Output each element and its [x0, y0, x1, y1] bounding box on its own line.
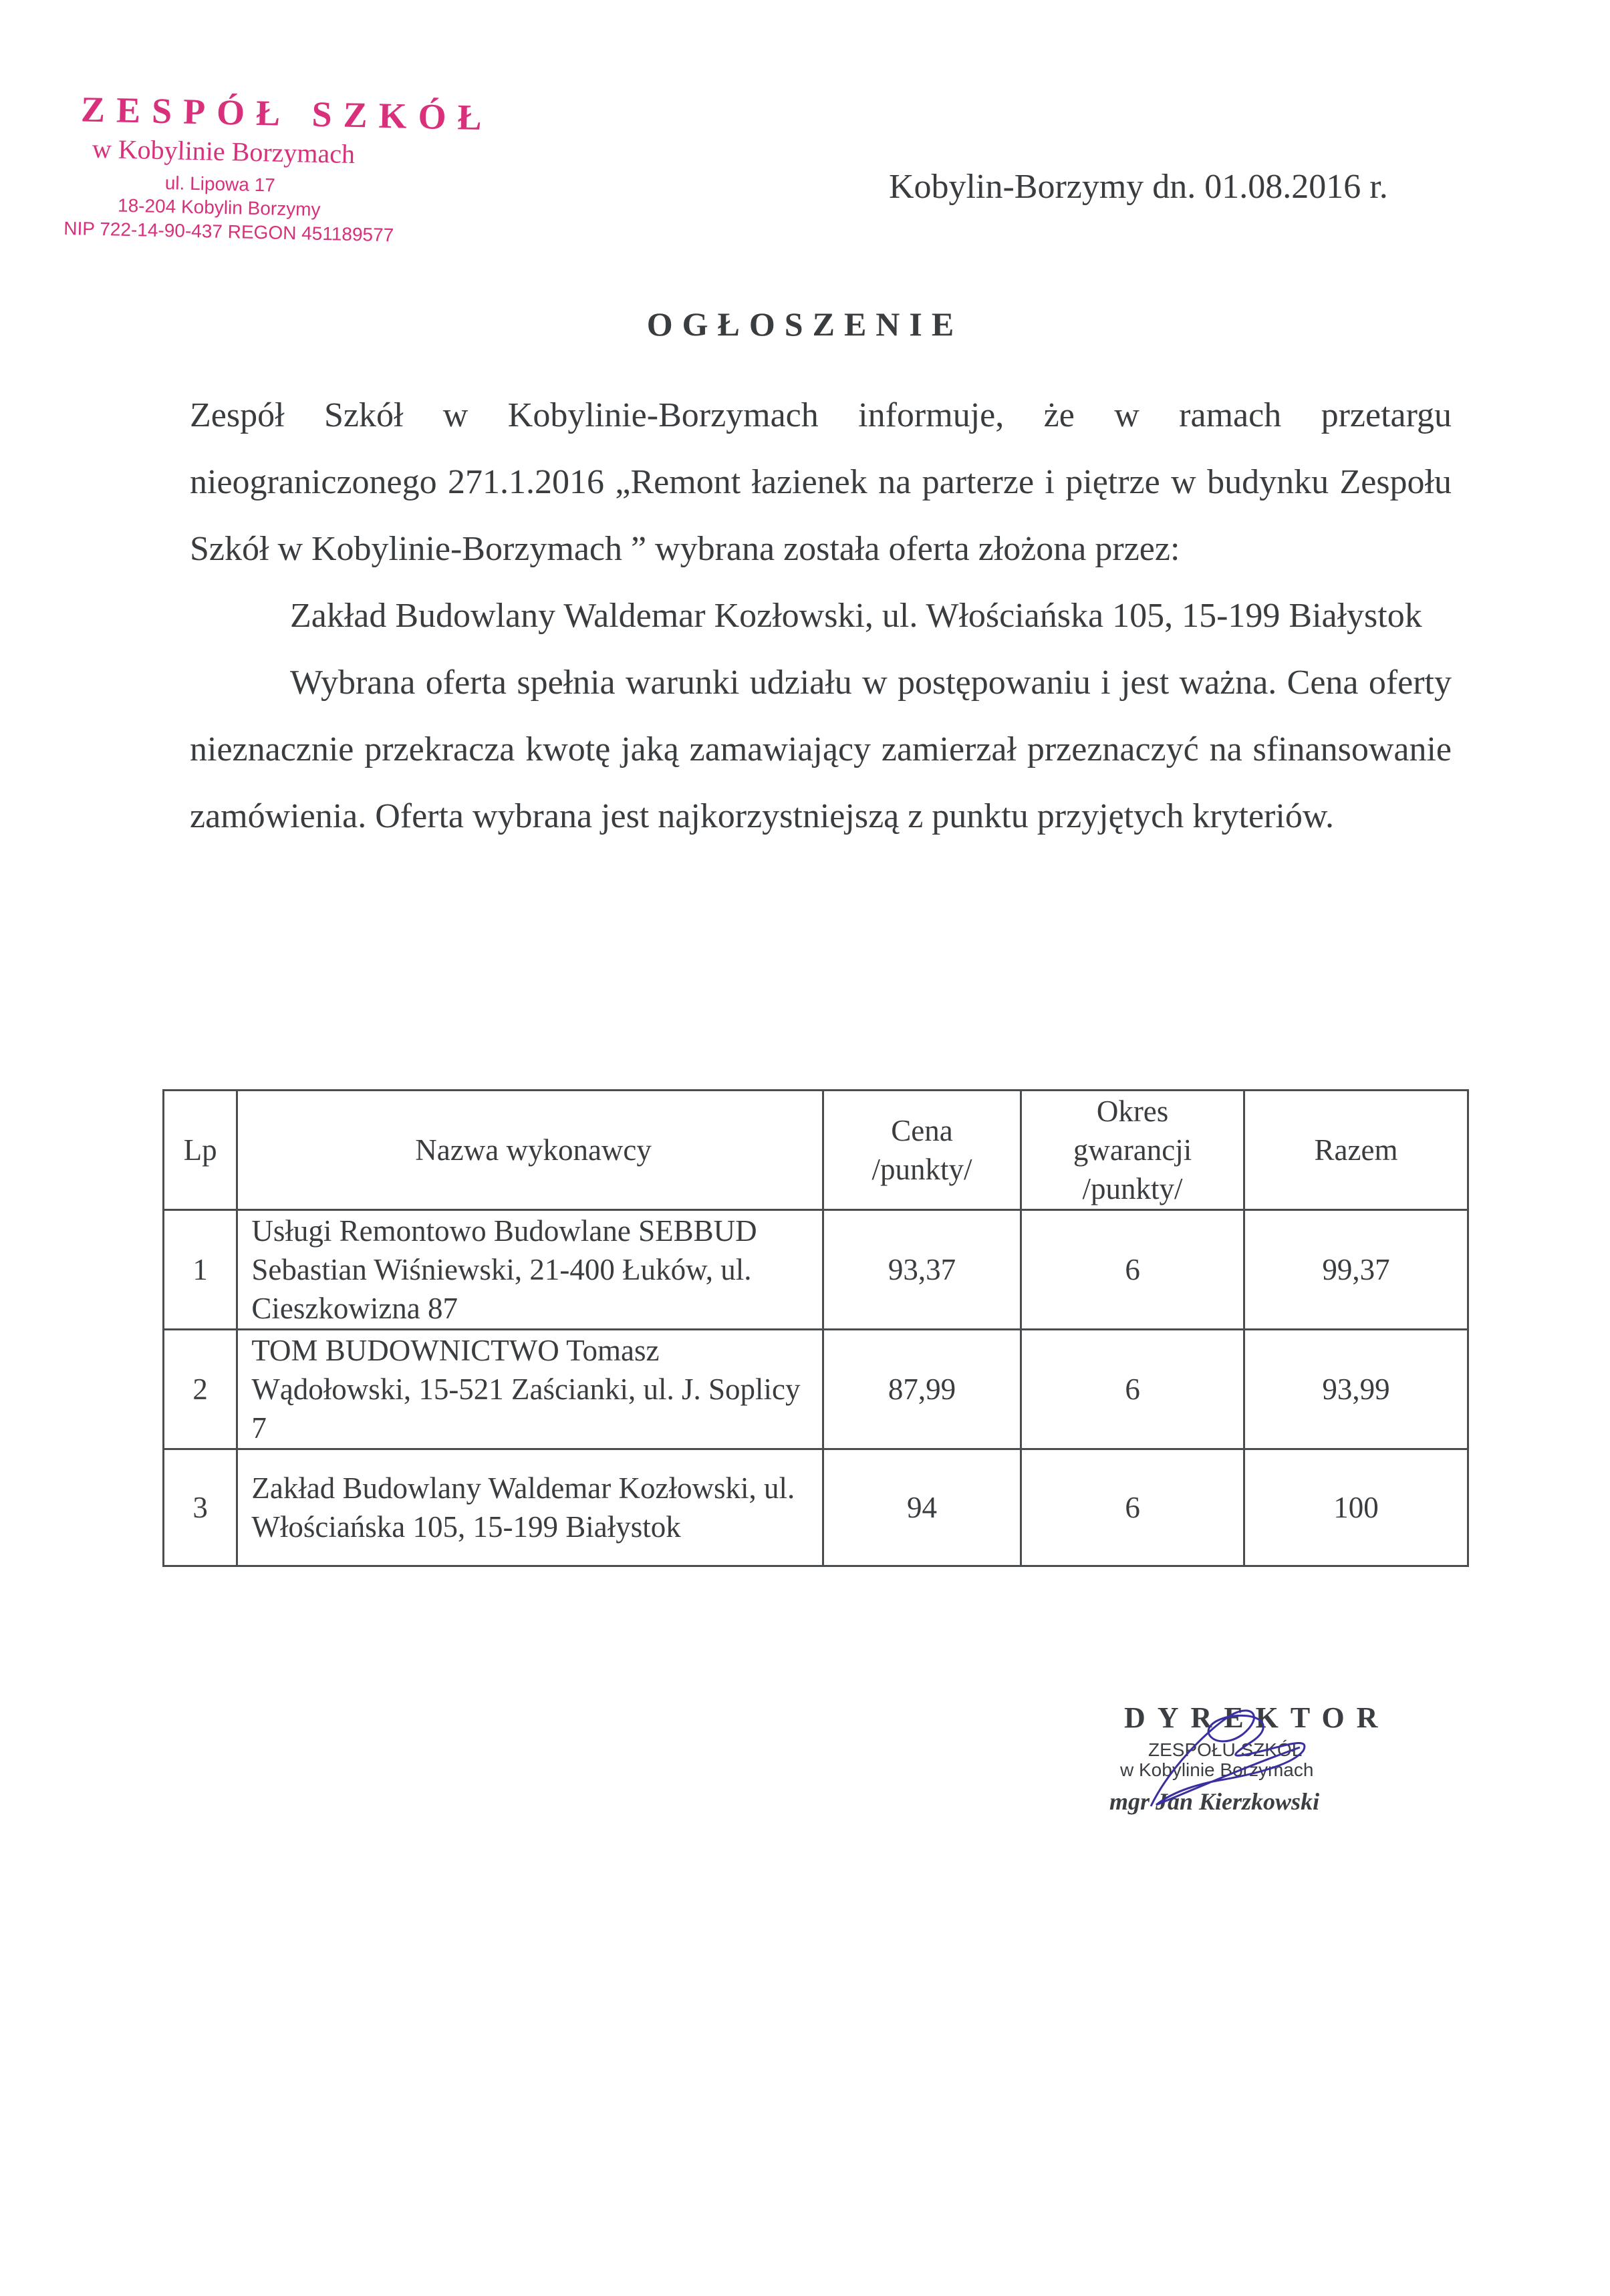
- cell-total: 99,37: [1244, 1210, 1468, 1330]
- table-row: [164, 1449, 1468, 1566]
- cell-warranty-points: 6: [1021, 1330, 1244, 1449]
- paragraph-winner: Zakład Budowlany Waldemar Kozłowski, ul. Włościańska 105, 15-199 Białystok: [290, 597, 1422, 635]
- signature-school: ZESPOŁU SZKÓŁ: [1148, 1739, 1303, 1760]
- cell-lp: 3: [164, 1449, 237, 1566]
- offers-table: [162, 1089, 1469, 1567]
- header-warranty-points-text: Okres gwarancji /punkty/: [1073, 1095, 1192, 1205]
- school-stamp: [63, 80, 494, 263]
- header-price-points: [823, 1091, 1021, 1210]
- header-warranty-points: [1021, 1091, 1244, 1210]
- cell-lp: 2: [164, 1330, 237, 1449]
- table-row: [164, 1210, 1468, 1330]
- cell-warranty-points: 6: [1021, 1210, 1244, 1330]
- cell-price-points: 94: [823, 1449, 1021, 1566]
- stamp-postal: 18-204 Kobylin Borzymy: [117, 194, 321, 220]
- document-title: OGŁOSZENIE: [646, 305, 964, 343]
- header-lp: Lp: [164, 1091, 237, 1210]
- table-header-row: [164, 1091, 1468, 1210]
- header-contractor-name: Nazwa wykonawcy: [237, 1091, 823, 1210]
- header-total: Razem: [1244, 1091, 1468, 1210]
- handwritten-signature-icon: [1109, 1687, 1377, 1841]
- cell-price-points: 87,99: [823, 1330, 1021, 1449]
- cell-total: 93,99: [1244, 1330, 1468, 1449]
- director-signature-block: [1109, 1701, 1390, 1834]
- cell-lp: 1: [164, 1210, 237, 1330]
- header-price-points-text: Cena /punkty/: [871, 1114, 972, 1186]
- announcement-body: [190, 382, 1452, 850]
- table-row: [164, 1330, 1468, 1449]
- stamp-location: w Kobylinie Borzymach: [92, 133, 356, 170]
- paragraph-justification: Wybrana oferta spełnia warunki udziału w postępowaniu i jest ważna. Cena oferty nieznacznie przekracza kwotę jaką zamawiający zamierzał przeznaczyć na sfinansowanie zamówienia. Oferta wybrana jest najkorzystniejszą z punktu przyjętych kryteriów.: [190, 664, 1452, 835]
- signature-title: DYREKTOR: [1124, 1701, 1390, 1734]
- stamp-school-name: ZESPÓŁ SZKÓŁ: [80, 89, 494, 138]
- signature-name: mgr Jan Kierzkowski: [1109, 1788, 1320, 1815]
- date-line: Kobylin-Borzymy dn. 01.08.2016 r.: [889, 168, 1388, 206]
- cell-price-points: 93,37: [823, 1210, 1021, 1330]
- paragraph-intro: Zespół Szkół w Kobylinie-Borzymach informuje, że w ramach przetargu nieograniczonego 271.1.2016 „Remont łazienek na parterze i piętrze w budynku Zespołu Szkół w Kobylinie-Borzymach ” wybrana została oferta złożona przez:: [190, 396, 1452, 568]
- cell-total: 100: [1244, 1449, 1468, 1566]
- stamp-street: ul. Lipowa 17: [164, 172, 276, 196]
- stamp-nip-regon: NIP 722-14-90-437 REGON 451189577: [63, 217, 394, 246]
- signature-stroke: [1151, 1711, 1305, 1806]
- cell-contractor-name: Usługi Remontowo Budowlane SEBBUD Sebastian Wiśniewski, 21-400 Łuków, ul. Cieszkowizna 87: [237, 1210, 823, 1330]
- signature-location: w Kobylinie Borzymach: [1120, 1759, 1314, 1780]
- cell-contractor-name: TOM BUDOWNICTWO Tomasz Wądołowski, 15-521 Zaścianki, ul. J. Soplicy 7: [237, 1330, 823, 1449]
- cell-contractor-name: Zakład Budowlany Waldemar Kozłowski, ul. Włościańska 105, 15-199 Białystok: [237, 1449, 823, 1566]
- cell-warranty-points: 6: [1021, 1449, 1244, 1566]
